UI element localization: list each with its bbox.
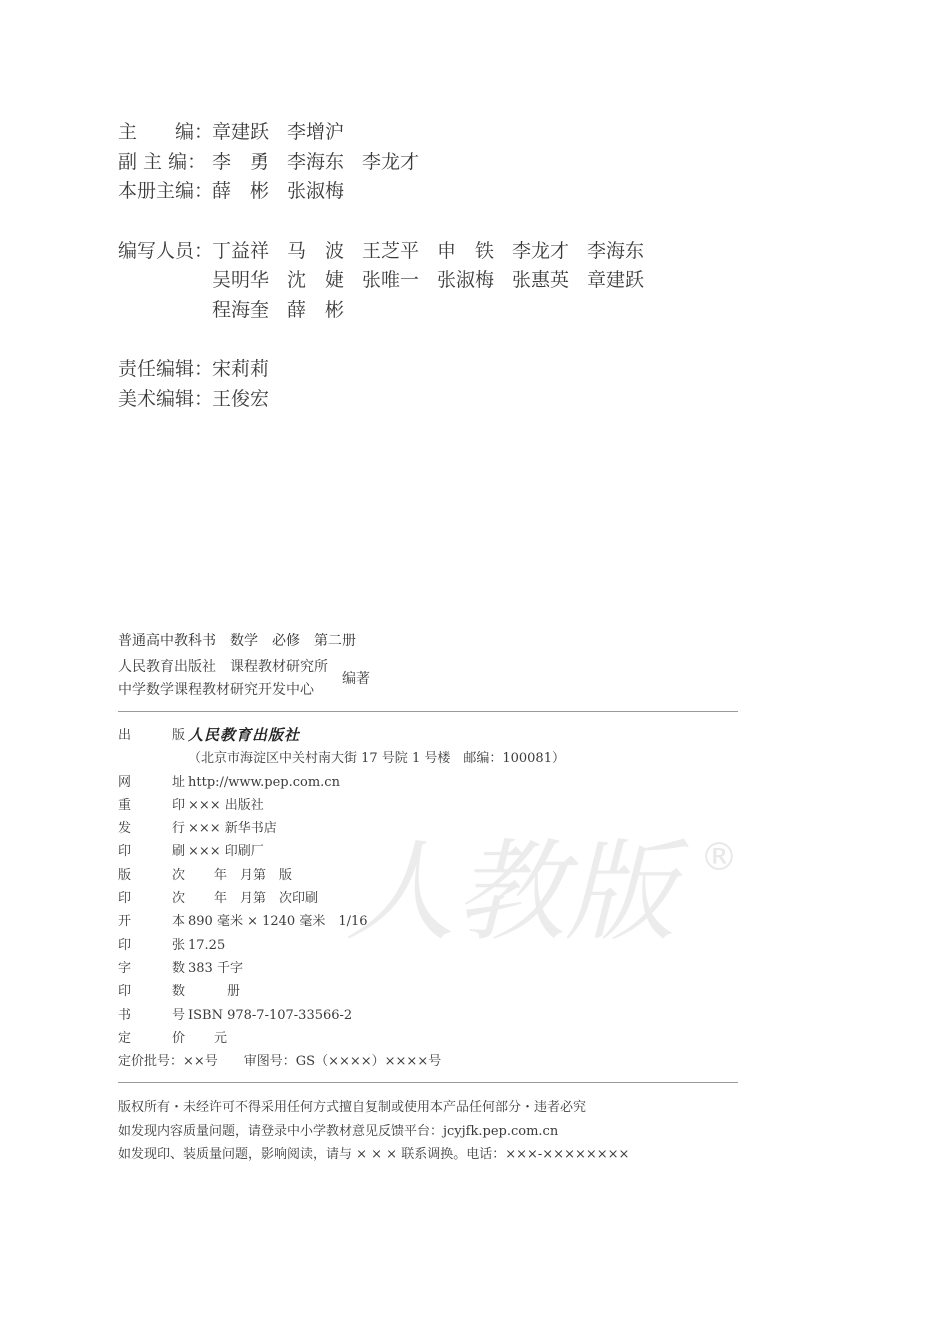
imprint-row	[118, 1027, 565, 1050]
imprint-row	[118, 957, 565, 980]
name: 张唯一	[362, 269, 420, 291]
authors-suffix: 编著	[342, 670, 370, 687]
name: 申 铁	[437, 239, 495, 262]
imprint-label: 书 号	[118, 1007, 186, 1023]
editor-credits	[118, 118, 732, 414]
imprint-label: 出 版	[118, 728, 186, 743]
watermark-text: 人教版	[345, 828, 675, 956]
imprint-label: 网 址	[118, 774, 186, 790]
name: 丁益祥	[212, 239, 270, 262]
imprint-label: 版 次	[118, 867, 186, 883]
imprint-row	[118, 747, 565, 770]
imprint-value: 元	[188, 1030, 228, 1046]
name: 李增沪	[287, 121, 345, 143]
imprint-label: 发 行	[118, 821, 186, 837]
imprint-row	[118, 934, 565, 957]
feedback-line: 如发现内容质量问题，请登录中小学教材意见反馈平台：jcyjfk.pep.com.cn	[118, 1123, 559, 1139]
name: 张惠英	[512, 269, 570, 291]
imprint-row	[118, 794, 565, 817]
writers-list	[212, 237, 732, 326]
name: 章建跃	[587, 269, 645, 291]
imprint-value: 册	[188, 984, 241, 1000]
name: 薛 彬	[212, 180, 270, 202]
imprint-value: ××× 新华书店	[188, 821, 277, 837]
name: 吴明华	[212, 269, 270, 291]
watermark-registered-mark: ®	[700, 835, 738, 879]
name: 王芝平	[362, 239, 420, 262]
name: 李龙才	[362, 150, 420, 173]
volume-editor-label: 本册主编：	[118, 180, 214, 202]
chief-editor-row	[118, 118, 732, 148]
imprint-value: ××× 出版社	[188, 797, 264, 813]
art-editor-row	[118, 385, 732, 415]
name: 薛 彬	[287, 298, 345, 321]
responsible-editor-label: 责任编辑：	[118, 358, 214, 380]
imprint-row	[118, 840, 565, 863]
name: 李 勇	[212, 150, 270, 173]
imprint-label: 印 数	[118, 984, 186, 1000]
imprint-row	[118, 724, 565, 747]
name: 宋莉莉	[212, 358, 270, 380]
copyright-line: 版权所有・未经许可不得采用任何方式擅自复制或使用本产品任何部分・违者必究	[118, 1100, 587, 1115]
imprint-row	[118, 887, 565, 910]
name: 马 波	[287, 239, 345, 262]
imprint-label: 印 刷	[118, 844, 186, 860]
author-line: 人民教育出版社 课程教材研究所	[118, 659, 328, 675]
name: 李海东	[287, 150, 345, 173]
book-info	[118, 630, 370, 702]
name: 李海东	[587, 239, 645, 262]
imprint-row	[118, 1004, 565, 1027]
imprint-row	[118, 817, 565, 840]
name: 张淑梅	[437, 269, 495, 291]
writers-row	[118, 237, 732, 326]
deputy-editor-label: 副 主 编：	[118, 150, 207, 173]
author-line: 中学数学课程教材研究开发中心	[118, 682, 314, 698]
imprint-label: 字 数	[118, 960, 186, 976]
imprint-value: 年 月第 版	[188, 867, 293, 883]
divider	[118, 1082, 738, 1083]
name: 章建跃	[212, 121, 270, 143]
name: 李龙才	[512, 239, 570, 262]
name: 沈 婕	[287, 269, 345, 291]
imprint-label: 印 张	[118, 937, 186, 953]
responsible-editor-row	[118, 355, 732, 385]
writers-label: 编写人员：	[118, 239, 214, 262]
volume-editor-row	[118, 177, 732, 207]
deputy-editor-row	[118, 148, 732, 178]
imprint-label: 开 本	[118, 914, 186, 930]
imprint-value: 年 月第 次印刷	[188, 891, 319, 907]
approval-line: 定价批号：××号 审图号：GS（××××）××××号	[118, 1054, 442, 1070]
imprint-label: 定 价	[118, 1030, 186, 1046]
imprint-label: 印 次	[118, 891, 186, 907]
website-link[interactable]: http://www.pep.com.cn	[188, 774, 340, 790]
imprint-value: 17.25	[188, 937, 226, 953]
name: 程海奎	[212, 298, 270, 321]
imprint-value: ××× 印刷厂	[188, 844, 264, 860]
imprint-row	[118, 910, 565, 933]
book-title: 普通高中教科书 数学 必修 第二册	[118, 633, 356, 649]
imprint-value: 383 千字	[188, 960, 243, 976]
imprint-label: 重 印	[118, 797, 186, 813]
chief-editor-label: 主 编：	[118, 121, 214, 143]
imprint	[118, 724, 565, 1073]
publisher-logo: 人民教育出版社	[188, 726, 301, 744]
divider	[118, 711, 738, 712]
imprint-row	[118, 771, 565, 794]
isbn-value: ISBN 978-7-107-33566-2	[188, 1007, 353, 1023]
imprint-row	[118, 864, 565, 887]
imprint-row	[118, 1050, 565, 1073]
art-editor-label: 美术编辑：	[118, 387, 214, 410]
imprint-value: 890 毫米 × 1240 毫米 1/16	[188, 914, 368, 930]
name: 王俊宏	[212, 387, 270, 410]
quality-line: 如发现印、装质量问题，影响阅读，请与 × × × 联系调换。电话：×××-××××××××	[118, 1147, 630, 1162]
name: 张淑梅	[287, 180, 345, 202]
rights-notice	[118, 1096, 629, 1167]
imprint-row	[118, 980, 565, 1003]
book-authors	[118, 656, 370, 702]
publisher-address: （北京市海淀区中关村南大街 17 号院 1 号楼 邮编：100081）	[188, 751, 565, 767]
